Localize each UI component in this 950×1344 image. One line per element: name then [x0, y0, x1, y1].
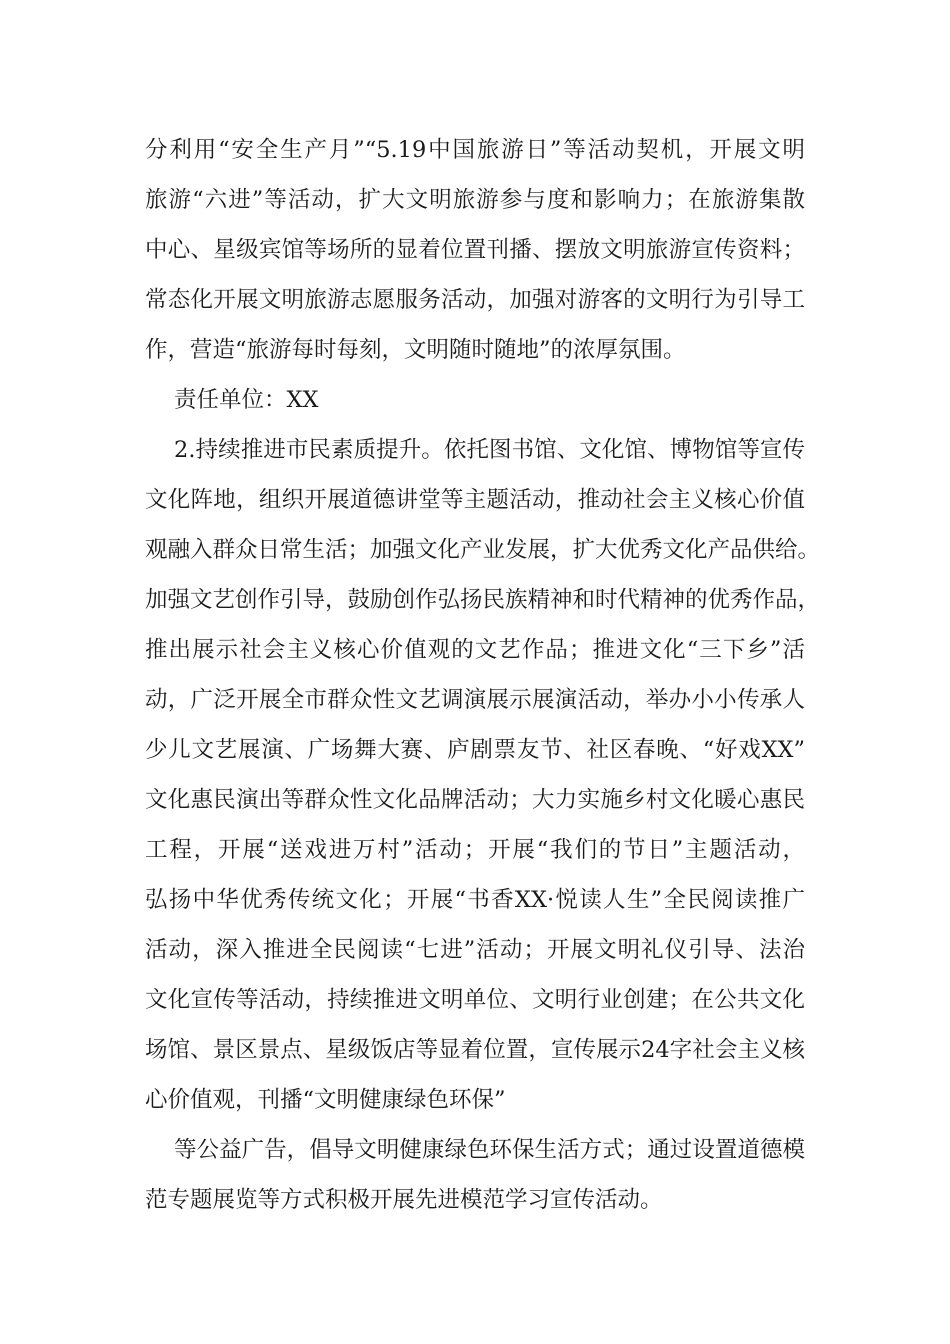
text-line: 旅游“六进”等活动，扩大文明旅游参与度和影响力；在旅游集散	[145, 187, 805, 213]
text-line: 少儿文艺展演、广场舞大赛、庐剧票友节、社区春晚、“好戏XX”	[145, 737, 805, 763]
text-line: 推出展示社会主义核心价值观的文艺作品；推进文化“三下乡”活	[145, 637, 805, 663]
text-line: 加强文艺创作引导，鼓励创作弘扬民族精神和时代精神的优秀作品，	[145, 587, 821, 613]
text-line: 范专题展览等方式积极开展先进模范学习宣传活动。	[145, 1187, 663, 1213]
text-line: 文化惠民演出等群众性文化品牌活动；大力实施乡村文化暖心惠民	[145, 787, 805, 813]
section-heading-line: 2.持续推进市民素质提升。依托图书馆、文化馆、博物馆等宣传	[174, 437, 805, 463]
text-line: 活动，深入推进全民阅读“七进”活动；开展文明礼仪引导、法治	[145, 937, 805, 963]
text-line: 弘扬中华优秀传统文化；开展“书香XX·悦读人生”全民阅读推广	[145, 887, 805, 913]
text-line: 场馆、景区景点、星级饭店等显着位置，宣传展示24字社会主义核	[145, 1037, 805, 1063]
text-line: 等公益广告，倡导文明健康绿色环保生活方式；通过设置道德模	[174, 1137, 805, 1163]
text-line: 动，广泛开展全市群众性文艺调演展示展演活动，举办小小传承人	[145, 687, 805, 713]
text-line: 分利用“安全生产月”“5.19中国旅游日”等活动契机，开展文明	[145, 137, 805, 163]
text-line: 作，营造“旅游每时每刻，文明随时随地”的浓厚氛围。	[145, 337, 686, 363]
text-line: 工程，开展“送戏进万村”活动；开展“我们的节日”主题活动，	[145, 837, 805, 863]
text-line: 文化宣传等活动，持续推进文明单位、文明行业创建；在公共文化	[145, 987, 805, 1013]
text-line: 心价值观，刊播“文明健康绿色环保”	[145, 1087, 506, 1113]
text-line: 文化阵地，组织开展道德讲堂等主题活动，推动社会主义核心价值	[145, 487, 805, 513]
text-line: 观融入群众日常生活；加强文化产业发展，扩大优秀文化产品供给。	[145, 537, 821, 563]
text-line: 常态化开展文明旅游志愿服务活动，加强对游客的文明行为引导工	[145, 287, 805, 313]
responsible-unit-line: 责任单位：XX	[174, 387, 319, 413]
text-line: 中心、星级宾馆等场所的显着位置刊播、摆放文明旅游宣传资料；	[145, 237, 805, 263]
